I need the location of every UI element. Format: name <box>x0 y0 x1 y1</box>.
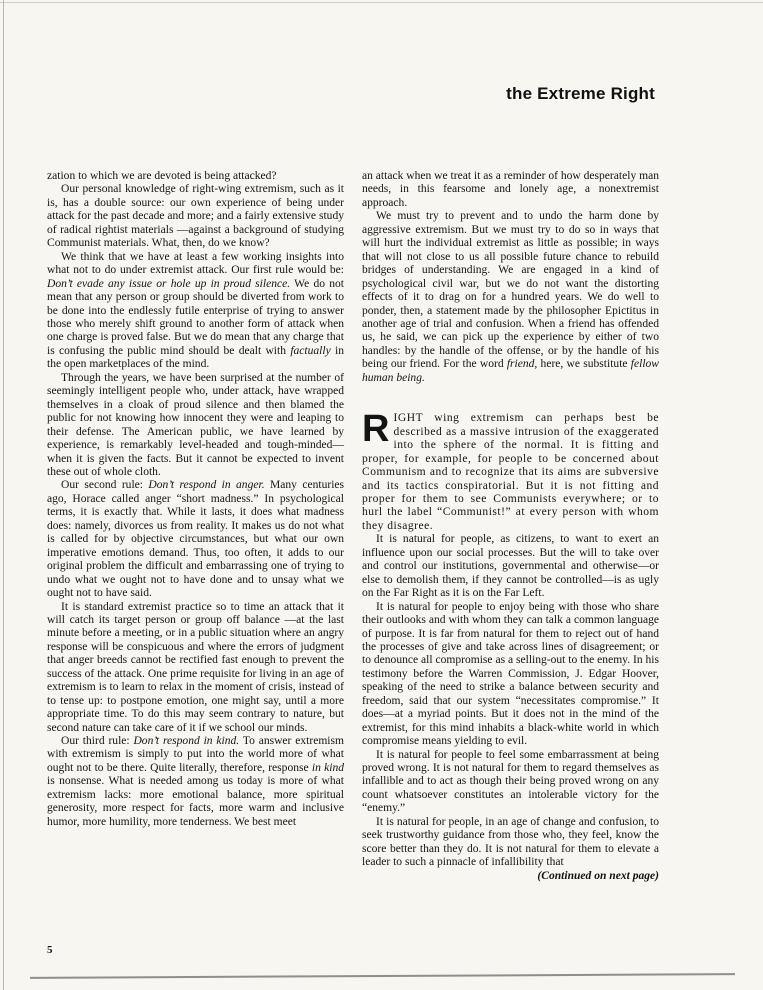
paragraph: Our third rule: Don’t respond in kind. To answer extremism with extremism is simply to put into the world more of what ought not to be there. Quite literally, therefore, response in kind is nonsense. What is needed among us today is more of what extremism lacks: more emotional balance, more spiritual generosity, more respect for facts, more warm and inclusive humor, more humility, more tenderness. We best meet <box>47 735 344 828</box>
paragraph: an attack when we treat it as a reminder of how desperately man needs, in this fearsome and lonely age, a nonextremist approach. <box>362 170 659 209</box>
paragraph: It is natural for people, as citizens, to want to exert an influence upon our social processes. But the will to take over and control our institutions, governmental and otherwise—or else to demolish them, if they cannot be controlled—is as ugly on the Far Right as it is on the Far Left. <box>362 533 659 600</box>
continued-note: (Continued on next page) <box>537 869 659 882</box>
paragraph: It is natural for people to enjoy being with those who share their outlooks and with whom they can talk a common language of purpose. It is far from natural for them to reject out of hand the processes of give and take across lines of disagreement; or to denounce all compromise as a selling-out to the enemy. In his testimony before the Warren Commission, J. Edgar Hoover, speaking of the need to strike a balance between security and freedom, said that our system “necessitates compromise.” It does—at a myriad points. But it does not in the mind of the extremist, for this mind inhabits a black-white world in which compromise means yielding to evil. <box>362 600 659 748</box>
page-number: 5 <box>47 944 53 956</box>
top-edge-rule <box>0 2 763 3</box>
right-column <box>362 170 659 883</box>
paragraph: It is standard extremist practice so to time an attack that it will catch its target person or group off balance —at the last minute before a meeting, or in a public situation where an angry response will be conspicuous and where the errors of judgment that anger breeds cannot be rectified fast enough to prevent the success of the attack. One prime requisite for living in an age of extremism is to learn to relax in the moment of crisis, instead of to tense up: to postpone emotion, one might say, until a more appropriate time. To do this may seem contrary to nature, but second nature can take care of it if we school our minds. <box>47 600 344 734</box>
paragraph: Our personal knowledge of right-wing extremism, such as it is, has a double source: our own experience of being under attack for the past decade and more; and a fairly extensive study of radical rightist materials —against a background of studying Communist materials. What, then, do we know? <box>47 183 344 250</box>
paragraph: We must try to prevent and to undo the harm done by aggressive extremism. But we must try to do so in ways that will hurt the individual extremist as little as possible; in ways that will not close to us all possible future chance to rebuild bridges of understanding. We are engaged in a kind of psychological civil war, but we do not want the distorting effects of it to drag on for a hundred years. We do well to ponder, then, a statement made by the philosopher Epictitus in another age of trial and confusion. When a friend has offended us, he said, we can pick up the experience by either of two handles: by the handle of the offense, or by the handle of his being our friend. For the word friend, here, we substitute fellow human being. <box>362 210 660 384</box>
emphasis: in kind <box>311 761 344 774</box>
paragraph: It is natural for people to feel some embarrassment at being proved wrong. It is not natural for them to regard themselves as infallible and to act as though their being proved wrong on any count whatsoever constitutes an intolerable victory for the “enemy.” <box>362 748 659 815</box>
emphasis: Don’t evade any issue or hole up in proud silence. <box>47 277 291 290</box>
paragraph: We think that we have at least a few working insights into what not to do under extremist attack. Our first rule would be: Don’t evade any issue or hole up in proud silence. We do not mean that any person or group should be diverted from work to be done into the endlessly futile enterprise of trying to answer those who merely shift ground to another form of attack when one charge is proved false. But we do mean that any charge that is confusing the public mind should be dealt with factually in the open marketplaces of the mind. <box>47 250 345 371</box>
emphasis: factually <box>290 344 331 357</box>
bottom-rule <box>30 973 735 979</box>
emphasis: fellow human being. <box>362 358 660 384</box>
paragraph: It is natural for people, in an age of change and confusion, to seek trustworthy guidance from those who, they feel, know the score better than they do. It is not natural for them to elevate a leader to such a pinnacle of infallibility that (Continued on next page) <box>362 815 659 882</box>
left-edge-rule <box>3 0 4 990</box>
emphasis: Don’t respond in kind. <box>133 735 240 748</box>
paragraph: Our second rule: Don’t respond in anger. Many centuries ago, Horace called anger “short madness.” In psychological terms, it is exactly that. While it lasts, it does what madness does: namely, divorces us from reality. It makes us do not what is called for by objective circumstances, but what our own imperative emotions demand. Thus, too often, it adds to our original problem the difficult and embarrassing one of trying to undo what we ought not to have done and to unsay what we ought not to have said. <box>47 479 345 600</box>
emphasis: Don’t respond in anger. <box>148 479 265 492</box>
running-header: the Extreme Right <box>506 84 655 103</box>
section-opening-paragraph: RIGHT wing extremism can perhaps best be described as a massive intrusion of the exaggerated into the sphere of the normal. It is fitting and proper, for example, for people to be concerned about Communism and to recognize that its aims are subversive and its tactics conspiratorial. But it is not fitting and proper for them to see Communists everywhere; or to hurl the label “Communist!” at every person with whom they disagree. <box>362 408 659 532</box>
paragraph: zation to which we are devoted is being attacked? <box>47 170 277 182</box>
paragraph: Through the years, we have been surprised at the number of seemingly intelligent people who, under attack, have wrapped themselves in a cloak of proud silence and then blamed the public for not knowing how innocent they were and leaping to their defense. The American public, we have learned by experience, is remarkably level-headed and tough-minded—when it is given the facts. But it cannot be expected to invent these out of whole cloth. <box>47 371 344 478</box>
drop-cap: R <box>362 408 390 451</box>
emphasis: friend, <box>506 358 538 371</box>
left-column <box>47 170 344 829</box>
